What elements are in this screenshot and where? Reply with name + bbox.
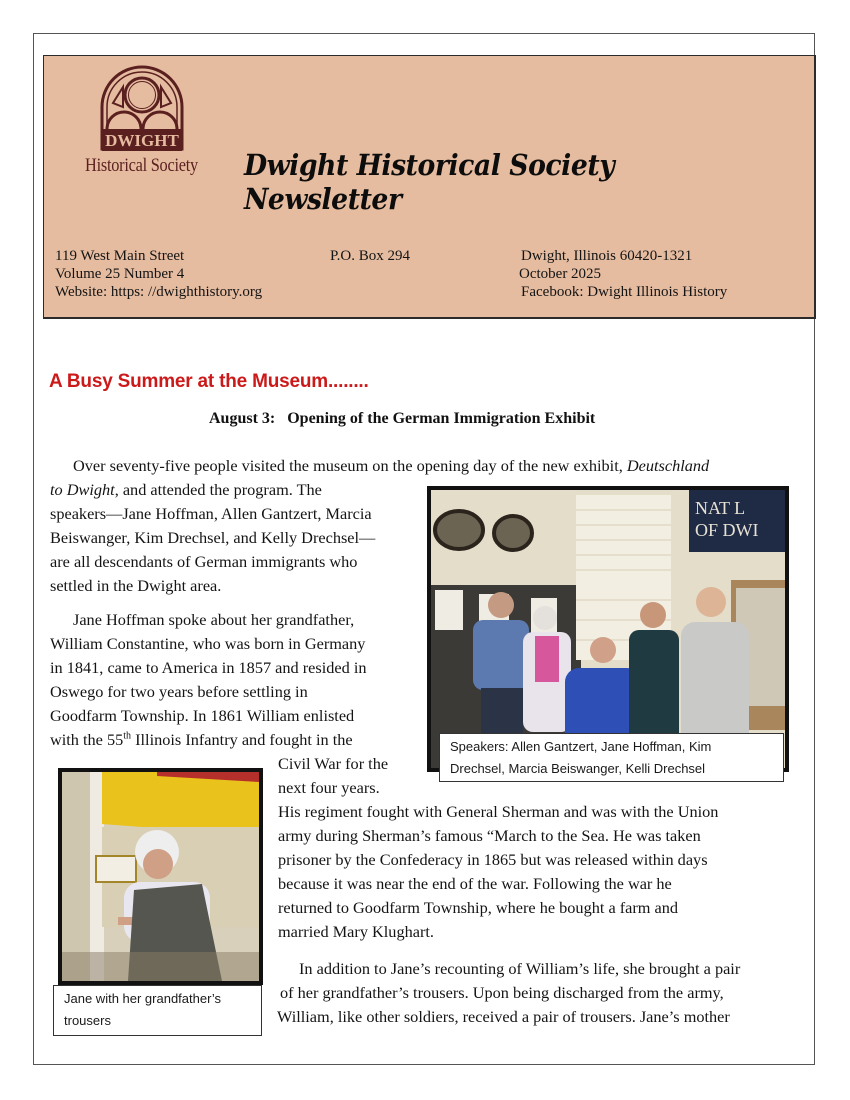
po-box: P.O. Box 294 xyxy=(330,248,411,264)
society-logo xyxy=(69,65,214,177)
city-state-zip: Dwight, Illinois 60420-1321 xyxy=(521,248,693,264)
newsletter-title: Dwight Historical Society Newsletter xyxy=(244,148,615,216)
speakers-photo-image xyxy=(431,490,785,768)
p2-line: William Constantine, who was born in Germany xyxy=(50,634,366,653)
street-address: 119 West Main Street xyxy=(55,248,185,264)
jane-trousers-photo xyxy=(58,768,263,985)
p1-line: Beiswanger, Kim Drechsel, and Kelly Drechsel— xyxy=(50,528,376,547)
p1-line: settled in the Dwight area. xyxy=(50,576,222,595)
p1-line xyxy=(50,478,322,502)
masthead-middle-info xyxy=(330,247,410,265)
p3-line: of her grandfather’s trousers. Upon being discharged from the army, xyxy=(280,983,724,1002)
p1-line: are all descendants of German immigrants who xyxy=(50,552,358,571)
ordinal-suffix: th xyxy=(123,730,132,742)
p2-line: His regiment fought with General Sherman and was with the Union xyxy=(278,802,719,821)
arch-logo-icon xyxy=(99,65,185,151)
facebook-link[interactable]: Facebook: Dwight Illinois History xyxy=(521,284,728,300)
volume-number: Volume 25 Number 4 xyxy=(55,266,185,282)
caption-line: Jane with her grandfather’s xyxy=(64,991,222,1006)
event-name: Opening of the German Immigration Exhibit xyxy=(287,410,596,427)
p2-line: returned to Goodfarm Township, where he bought a farm and xyxy=(278,898,679,917)
masthead xyxy=(43,55,816,319)
event-heading xyxy=(209,410,595,428)
p2-line: Civil War for the xyxy=(278,754,389,773)
article-title: A Busy Summer at the Museum........ xyxy=(49,371,369,392)
p2-text: Illinois Infantry and fought in the xyxy=(131,730,353,749)
p3-line: William, like other soldiers, received a pair of trousers. Jane’s mother xyxy=(277,1007,730,1026)
exhibit-name: Deutschland xyxy=(626,456,710,475)
p1-line xyxy=(73,454,709,478)
jane-caption xyxy=(53,985,262,1036)
masthead-right-info xyxy=(521,247,727,301)
event-date: August 3: xyxy=(209,410,276,427)
p2-line xyxy=(50,728,353,752)
p2-line: Goodfarm Township. In 1861 William enlisted xyxy=(50,706,355,725)
p2-text: with the 55 xyxy=(50,730,124,749)
p2-line: Oswego for two years before settling in xyxy=(50,682,308,701)
caption-line: Speakers: Allen Gantzert, Jane Hoffman, Kim xyxy=(450,739,712,754)
masthead-left-info xyxy=(55,247,262,301)
p3-line: In addition to Jane’s recounting of William’s life, she brought a pair xyxy=(299,959,741,978)
website-link[interactable]: Website: https: //dwighthistory.org xyxy=(55,284,263,300)
p2-line: because it was near the end of the war. Following the war he xyxy=(278,874,672,893)
p2-line: married Mary Klughart. xyxy=(278,922,434,941)
p2-line: in 1841, came to America in 1857 and resided in xyxy=(50,658,367,677)
p1-line: speakers—Jane Hoffman, Allen Gantzert, Marcia xyxy=(50,504,372,523)
issue-date: October 2025 xyxy=(519,266,602,282)
p1-text: Over seventy-five people visited the museum on the opening day of the new exhibit, xyxy=(73,456,627,475)
sign-text: NAT L xyxy=(695,498,746,518)
logo-subtitle: Historical Society xyxy=(85,155,198,176)
jane-trousers-image xyxy=(62,772,259,981)
caption-line: trousers xyxy=(64,1013,111,1028)
p2-line: army during Sherman’s famous “March to the Sea. He was taken xyxy=(278,826,701,845)
speakers-photo xyxy=(427,486,789,772)
sign-text: OF DWI xyxy=(695,520,759,540)
logo-word: DWIGHT xyxy=(105,131,179,150)
p2-line: next four years. xyxy=(278,778,380,797)
speakers-caption xyxy=(439,733,784,782)
exhibit-name-cont: to Dwight xyxy=(50,480,115,499)
caption-line: Drechsel, Marcia Beiswanger, Kelli Drechsel xyxy=(450,761,706,776)
p2-line: prisoner by the Confederacy in 1865 but was released within days xyxy=(278,850,708,869)
p2-line: Jane Hoffman spoke about her grandfather, xyxy=(73,610,355,629)
p1-text: , and attended the program. The xyxy=(114,480,322,499)
